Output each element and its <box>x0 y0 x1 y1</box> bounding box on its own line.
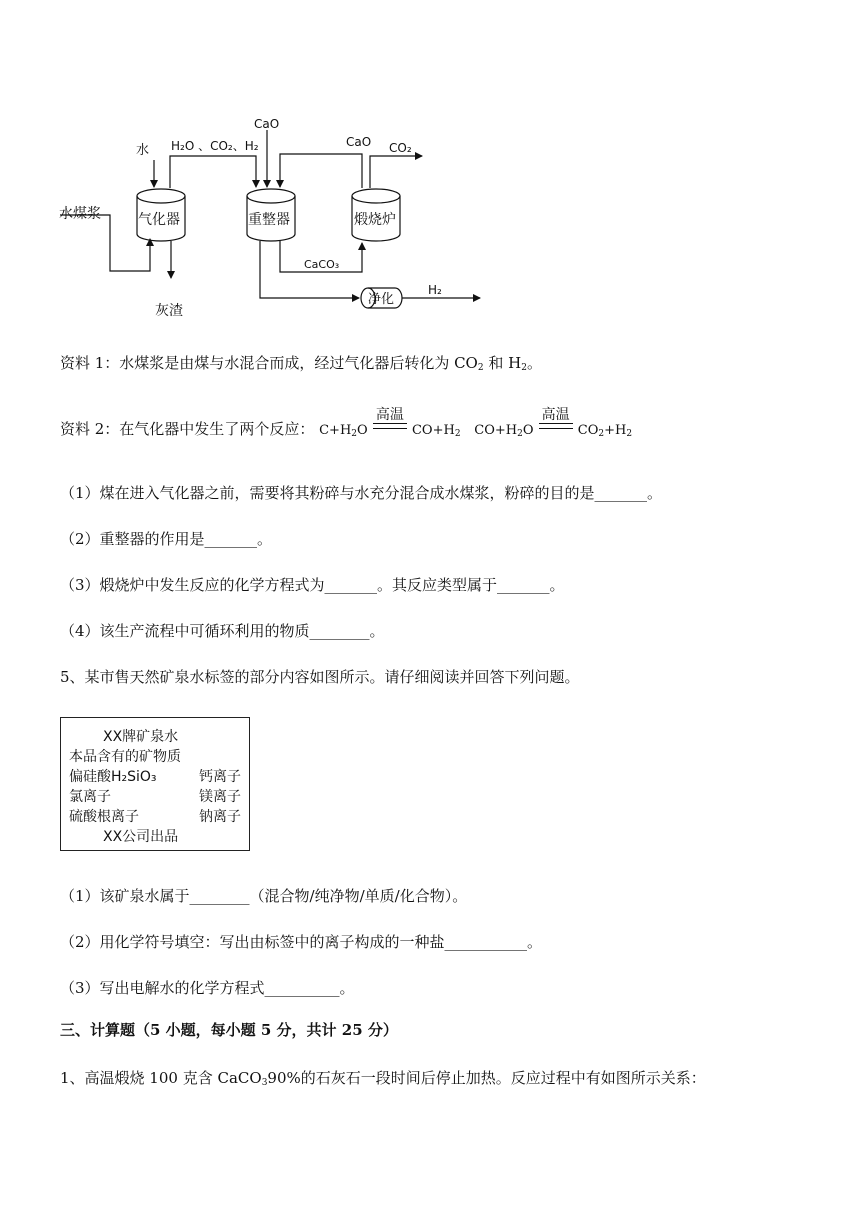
slurry-label: 水煤浆 <box>59 206 101 222</box>
label-subtitle: 本品含有的矿物质 <box>69 749 181 765</box>
question-1-1: （1）煤在进入气化器之前，需要将其粉碎与水充分混合成水煤浆，粉碎的目的是_______。 <box>60 484 663 502</box>
mineral-water-label <box>60 717 250 851</box>
feed-gases-label: H₂O 、CO₂、H₂ <box>171 139 259 153</box>
question-5-3: （3）写出电解水的化学方程式__________。 <box>60 979 355 997</box>
label-item: 硫酸根离子 <box>69 809 139 825</box>
label-item: 钠离子 <box>199 809 241 825</box>
calc-problem-1: 1、高温煅烧 100 克含 CaCO$_3$90%的石灰石一段时间后停止加热。反应过程中有如图所示关系： <box>60 1069 706 1088</box>
cao-right-label: CaO <box>346 135 372 149</box>
label-title: XX牌矿泉水 <box>103 729 179 745</box>
high-temp-condition-2: 高温 <box>539 420 573 434</box>
question-1-2: （2）重整器的作用是_______。 <box>60 530 273 548</box>
co2-outlet-arrow <box>370 156 422 188</box>
question-1-4: （4）该生产流程中可循环利用的物质________。 <box>60 622 385 640</box>
water-label: 水 <box>136 143 150 158</box>
reformer-label: 重整器 <box>248 212 290 228</box>
label-item: 镁离子 <box>199 789 241 805</box>
question-5-1: （1）该矿泉水属于________（混合物/纯净物/单质/化合物）。 <box>60 887 468 905</box>
co2-label: CO₂ <box>389 141 412 155</box>
label-item: 偏硅酸H₂SiO₃ <box>69 769 157 785</box>
ash-label: 灰渣 <box>155 303 183 319</box>
reaction-2: $CO+H_2O$ 高温 $CO_2+H_2$ <box>474 407 633 439</box>
h2-label: H₂ <box>428 283 442 297</box>
caco3-label: CaCO₃ <box>304 258 340 271</box>
purifier-label: 净化 <box>368 292 395 307</box>
gasifier-label: 气化器 <box>138 212 180 228</box>
label-item: 氯离子 <box>69 789 111 805</box>
reaction-1: $C+H_2O$ 高温 $CO+H_2$ <box>319 407 461 439</box>
material-2: 资料 2：在气化器中发生了两个反应： $C+H_2O$ 高温 $CO+H_2$ $CO+H_2O$ 高温 $CO_2+H_2$ <box>60 407 633 439</box>
question-1-3: （3）煅烧炉中发生反应的化学方程式为_______。其反应类型属于_______。 <box>60 576 565 594</box>
label-item: 钙离子 <box>199 769 241 785</box>
material-1: 资料 1：水煤浆是由煤与水混合而成，经过气化器后转化为 $CO_2$ 和 $H_2$。 <box>60 354 542 373</box>
label-footer: XX公司出品 <box>103 829 179 845</box>
cao-top-label: CaO <box>254 117 280 131</box>
calciner-label: 煅烧炉 <box>354 212 396 228</box>
section-heading: 三、计算题（5 小题，每小题 5 分，共计 25 分） <box>60 1021 398 1039</box>
cao-return-arrow <box>280 154 362 188</box>
high-temp-condition-1: 高温 <box>373 420 407 434</box>
problem-5-stem: 5、某市售天然矿泉水标签的部分内容如图所示。请仔细阅读并回答下列问题。 <box>60 668 580 686</box>
process-flow-diagram <box>50 108 490 323</box>
gas-transfer-arrow <box>170 156 256 188</box>
question-5-2: （2）用化学符号填空：写出由标签中的离子构成的一种盐___________。 <box>60 933 543 951</box>
